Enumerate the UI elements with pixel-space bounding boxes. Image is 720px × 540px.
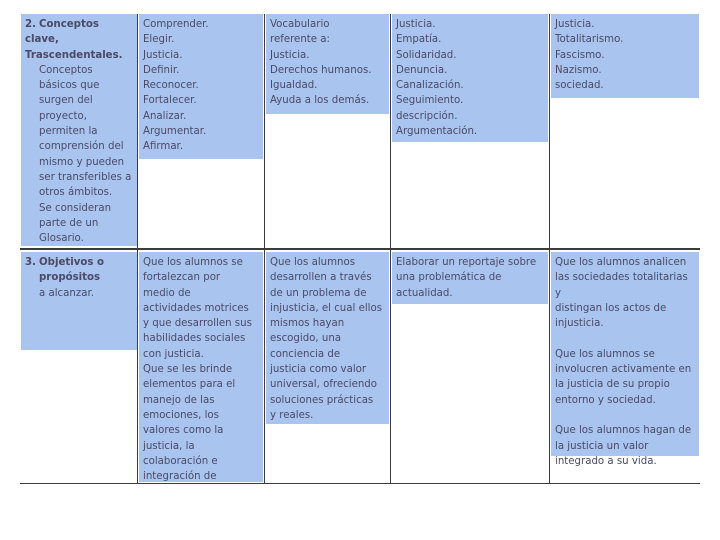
row1-header-title: Conceptos clave, Trascendentales. [25, 19, 123, 61]
row2-col2-cell: Que los alumnos se fortalezcan por medio de actividades motrices y que desarrollen sus habilidades sociales con justicia. Que se les brinde elementos para el manejo de las emociones, los valores como la justicia, la colaboración e integración de [143, 257, 252, 483]
row1-col5-cell: Justicia. Totalitarismo. Fascismo. Nazismo. sociedad. [555, 19, 624, 92]
row1-col2-cell: Comprender. Elegir. Justicia. Definir. Reconocer. Fortalecer. Analizar. Argumentar. Afirmar. [143, 19, 209, 153]
rule-col2 [264, 14, 265, 484]
row1-header-number: 2. [25, 19, 36, 30]
row2-header-title: Objetivos o propósitos [39, 257, 104, 284]
rule-bottom [20, 483, 700, 484]
row1-header-cell [21, 14, 137, 246]
rule-col4 [549, 14, 550, 484]
rule-col1 [137, 14, 138, 484]
row1-col4-cell: Justicia. Empatía. Solidaridad. Denuncia. Canalización. Seguimiento. descripción. Argumentación. [396, 19, 478, 138]
row2-col4-cell: Elaborar un reportaje sobre una problemática de actualidad. [396, 257, 537, 299]
rule-row-divider [20, 248, 700, 250]
row2-col3-cell: Que los alumnos desarrollen a través de un problema de injusticia, el cual ellos mismos hayan escogido, una conciencia de justicia como valor universal, ofreciendo soluciones prácticas y reales. [270, 257, 383, 421]
row2-col5-cell: Que los alumnos analicen las sociedades totalitarias y distingan los actos de injusticia. Que los alumnos se involucren activamente en la justicia de su propio entorno y sociedad. Que los alumnos hagan de la justicia un valor integrado a su vida. [555, 257, 692, 467]
row1-col3-cell: Vocabulario referente a: Justicia. Derechos humanos. Igualdad. Ayuda a los demás. [270, 19, 372, 107]
row2-header-body: a alcanzar. [39, 287, 94, 299]
rule-col3 [390, 14, 391, 484]
row2-header-number: 3. [25, 257, 36, 268]
row1-header-body: Conceptos básicos que surgen del proyecto, permiten la comprensión del mismo y pueden ser transferibles a otros ámbitos. Se consideran parte de un Glosario. [39, 64, 132, 245]
row2-header-cell [21, 252, 137, 301]
